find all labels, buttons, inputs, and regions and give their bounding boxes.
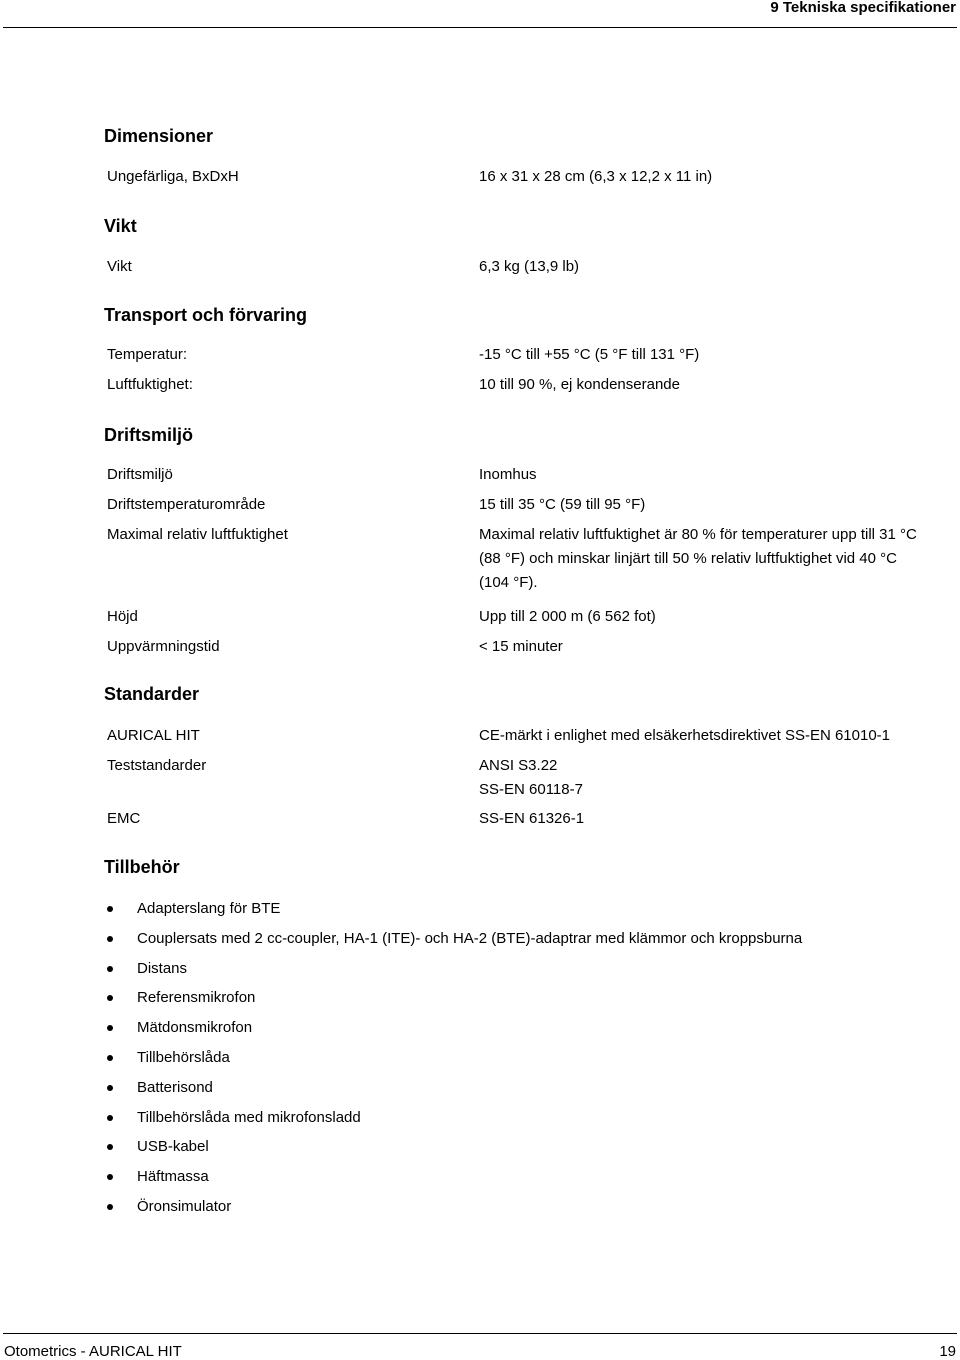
list-item: Couplersats med 2 cc-coupler, HA-1 (ITE)- och HA-2 (BTE)-adaptrar med klämmor och kroppsburna (104, 924, 802, 954)
bullet-icon (107, 1025, 113, 1031)
spec-label: AURICAL HIT (107, 727, 200, 744)
list-item: Häftmassa (104, 1162, 802, 1192)
page-number: 19 (939, 1343, 956, 1360)
spec-value: 15 till 35 °C (59 till 95 °F) (479, 496, 646, 513)
spec-label: Maximal relativ luftfuktighet (107, 526, 288, 543)
spec-value: 6,3 kg (13,9 lb) (479, 258, 580, 275)
spec-label: Uppvärmningstid (107, 638, 220, 655)
list-item: Adapterslang för BTE (104, 894, 802, 924)
spec-value: Upp till 2 000 m (6 562 fot) (479, 608, 656, 625)
bullet-icon (107, 1144, 113, 1150)
bullet-icon (107, 1115, 113, 1121)
list-item: Referensmikrofon (104, 983, 802, 1013)
section-title-vikt: Vikt (104, 216, 137, 236)
bullet-icon (107, 1174, 113, 1180)
spec-value: ANSI S3.22 (479, 757, 558, 774)
list-item: Mätdonsmikrofon (104, 1013, 802, 1043)
bullet-icon (107, 936, 113, 942)
spec-label: Höjd (107, 608, 138, 625)
bullet-icon (107, 906, 113, 912)
list-item: Tillbehörslåda (104, 1043, 802, 1073)
list-item: Öronsimulator (104, 1192, 802, 1222)
bullet-icon (107, 966, 113, 972)
footer-product: Otometrics - AURICAL HIT (4, 1343, 182, 1360)
section-title-standarder: Standarder (104, 684, 200, 704)
spec-label: Driftstemperaturområde (107, 496, 266, 513)
list-item: Batterisond (104, 1073, 802, 1103)
spec-value: CE-märkt i enlighet med elsäkerhetsdirektivet SS-EN 61010-1 (479, 727, 891, 744)
footer-divider (3, 1333, 957, 1334)
header-divider (3, 27, 957, 28)
bullet-icon (107, 1055, 113, 1061)
spec-value: 16 x 31 x 28 cm (6,3 x 12,2 x 11 in) (479, 168, 713, 185)
spec-label: Temperatur: (107, 346, 188, 363)
bullet-icon (107, 1204, 113, 1210)
bullet-icon (107, 1085, 113, 1091)
list-item: Tillbehörslåda med mikrofonsladd (104, 1103, 802, 1133)
section-title-driftsmiljo: Driftsmiljö (104, 425, 194, 445)
bullet-icon (107, 995, 113, 1001)
spec-label: Driftsmiljö (107, 466, 173, 483)
spec-value: 10 till 90 %, ej kondenserande (479, 376, 680, 393)
spec-value: < 15 minuter (479, 638, 563, 655)
spec-value: Maximal relativ luftfuktighet är 80 % för temperaturer upp till 31 °C (88 °F) och minskar linjärt till 50 % relativ luftfuktighet vid 40 °C (104 °F). (479, 526, 917, 591)
spec-value: SS-EN 60118-7 (479, 781, 583, 798)
list-item: USB-kabel (104, 1132, 802, 1162)
section-title-dimensioner: Dimensioner (104, 126, 214, 146)
list-item: Distans (104, 954, 802, 984)
spec-label: EMC (107, 810, 141, 827)
header-title: 9 Tekniska specifikationer (770, 0, 956, 16)
spec-label: Luftfuktighet: (107, 376, 193, 393)
spec-value: Inomhus (479, 466, 537, 483)
section-title-transport: Transport och förvaring (104, 305, 308, 325)
spec-value: SS-EN 61326-1 (479, 810, 585, 827)
spec-value: -15 °C till +55 °C (5 °F till 131 °F) (479, 346, 700, 363)
spec-label: Teststandarder (107, 757, 207, 774)
section-title-tillbehor: Tillbehör (104, 857, 180, 877)
spec-label: Ungefärliga, BxDxH (107, 168, 239, 185)
accessories-list (104, 894, 802, 1222)
spec-label: Vikt (107, 258, 132, 275)
